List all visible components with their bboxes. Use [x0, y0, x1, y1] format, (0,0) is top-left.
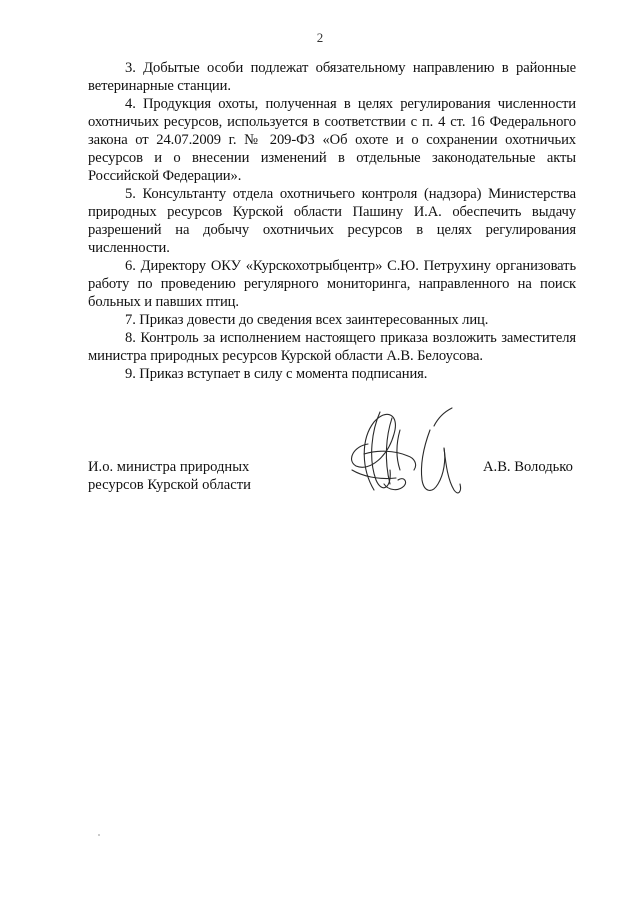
paragraph-4: 4. Продукция охоты, полученная в целях регулирования численности охотничьих ресурсов, используется в соответствии с п. 4 ст. 16 Федерального закона от 24.07.2009 г. № 209-ФЗ «Об охоте и о сохранении охотничьих ресурсов и о внесении изменений в отдельные законодательные акты Российской Федерации».: [88, 96, 576, 184]
paragraph-7: 7. Приказ довести до сведения всех заинтересованных лиц.: [125, 312, 489, 328]
paragraph-9: 9. Приказ вступает в силу с момента подписания.: [125, 366, 428, 382]
signer-name: А.В. Володько: [483, 459, 573, 475]
paragraph-5: 5. Консультанту отдела охотничьего контроля (надзора) Министерства природных ресурсов Курской области Пашину И.А. обеспечить выдачу разрешений на добычу охотничьих ресурсов в целях регулирования численности.: [88, 186, 576, 256]
signer-title: И.о. министра природных ресурсов Курской области: [88, 459, 251, 493]
handwritten-signature: [334, 400, 464, 502]
paragraph-8: 8. Контроль за исполнением настоящего приказа возложить заместителя министра природных ресурсов Курской области А.В. Белоусова.: [88, 330, 576, 364]
paragraph-6: 6. Директору ОКУ «Курскохотрыбцентр» С.Ю. Петрухину организовать работу по проведению регулярного мониторинга, направленного на поиск больных и павших птиц.: [88, 258, 576, 310]
scan-artifact: [98, 834, 100, 836]
document-body: [88, 59, 576, 383]
page-number: 2: [316, 30, 324, 45]
signature-block: [0, 400, 640, 510]
paragraph-3: 3. Добытые особи подлежат обязательному направлению в районные ветеринарные станции.: [88, 60, 576, 94]
